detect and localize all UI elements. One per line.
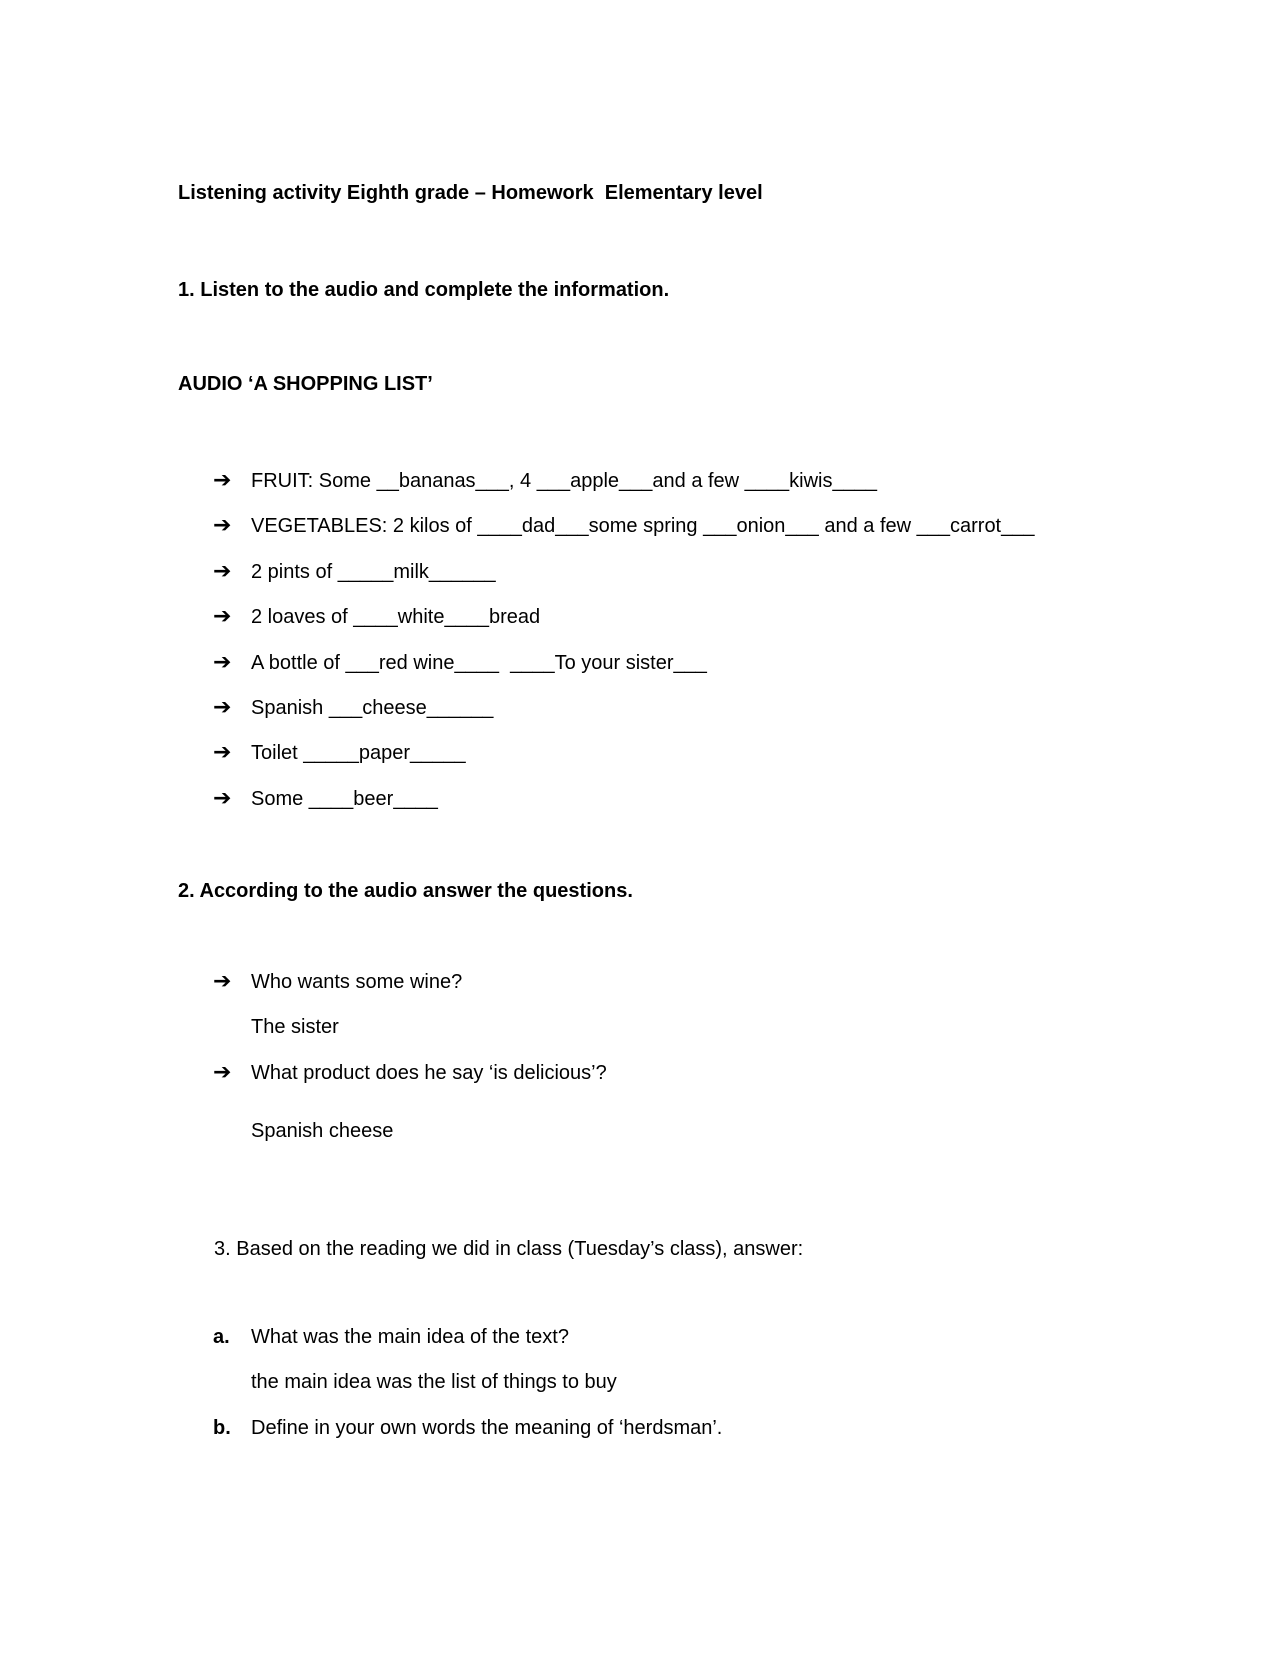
arrow-icon: ➔ [213,739,232,764]
arrow-icon: ➔ [213,1059,232,1084]
section3-heading: 3. Based on the reading we did in class (Tuesday’s class), answer: [214,1238,804,1260]
arrow-icon: ➔ [213,649,232,674]
answer-wine: The sister [251,1016,339,1038]
list-item: A bottle of ___red wine____ ____To your sister___ [251,652,707,674]
marker-a: a. [213,1326,230,1348]
section1-heading: 1. Listen to the audio and complete the information. [178,279,670,301]
list-item: Spanish ___cheese______ [251,697,494,719]
arrow-icon: ➔ [213,603,232,628]
arrow-icon: ➔ [213,694,232,719]
arrow-icon: ➔ [213,512,232,537]
list-item: VEGETABLES: 2 kilos of ____dad___some spring ___onion___ and a few ___carrot___ [251,515,1035,537]
answer-main-idea: the main idea was the list of things to buy [251,1371,617,1393]
list-item: FRUIT: Some __bananas___, 4 ___apple___and a few ____kiwis____ [251,470,877,492]
arrow-icon: ➔ [213,558,232,583]
section2-heading: 2. According to the audio answer the questions. [178,880,633,902]
document-title: Listening activity Eighth grade – Homework Elementary level [178,182,763,204]
question-herdsman: Define in your own words the meaning of ‘herdsman’. [251,1417,723,1439]
list-item: Some ____beer____ [251,788,438,810]
arrow-icon: ➔ [213,968,232,993]
marker-b: b. [213,1417,231,1439]
arrow-icon: ➔ [213,785,232,810]
question-main-idea: What was the main idea of the text? [251,1326,569,1348]
question-delicious: What product does he say ‘is delicious’? [251,1062,607,1084]
list-item: 2 loaves of ____white____bread [251,606,541,628]
answer-delicious: Spanish cheese [251,1120,394,1142]
list-item: Toilet _____paper_____ [251,742,466,764]
question-wine: Who wants some wine? [251,971,463,993]
arrow-icon: ➔ [213,467,232,492]
audio-title: AUDIO ‘A SHOPPING LIST’ [178,373,433,395]
list-item: 2 pints of _____milk______ [251,561,496,583]
